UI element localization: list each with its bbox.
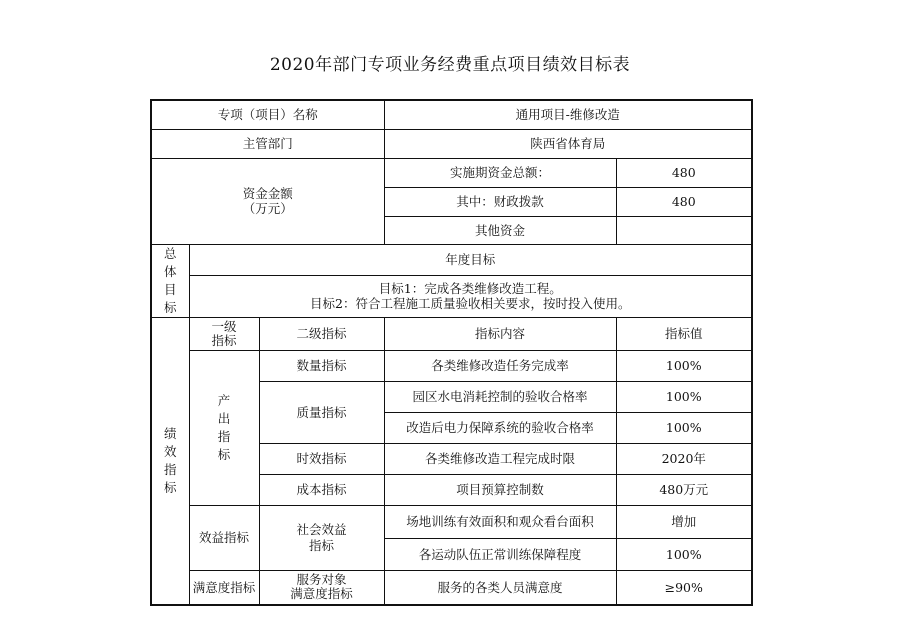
- indicator-content: 改造后电力保障系统的验收合格率: [384, 412, 616, 443]
- output-indicator-label: [189, 350, 259, 505]
- perf-char-4: 标: [163, 479, 177, 495]
- funds-unit-text: （万元）: [242, 201, 293, 216]
- quantity-indicator: 数量指标: [259, 350, 384, 381]
- perf-char-1: 绩: [163, 425, 177, 441]
- perf-char-2: 效: [163, 443, 177, 459]
- service-satisfaction-indicator: 服务对象 满意度指标: [259, 570, 384, 605]
- goal-1: 目标1：完成各类维修改造工程。: [378, 281, 562, 297]
- indicator-content: 场地训练有效面积和观众看台面积: [384, 505, 616, 538]
- overall-goal-side-label: [151, 244, 189, 317]
- funds-other-value: [616, 216, 752, 244]
- header-content: 指标内容: [384, 317, 616, 350]
- overall-char-4: 标: [163, 299, 177, 315]
- department-label: 主管部门: [151, 129, 384, 158]
- overall-char-3: 目: [163, 281, 177, 297]
- funds-fiscal-label: 其中：财政拨款: [384, 187, 616, 216]
- page-title: 2020年部门专项业务经费重点项目绩效目标表: [269, 55, 631, 75]
- header-value: 指标值: [616, 317, 752, 350]
- year-goal-label: 年度目标: [189, 244, 752, 275]
- indicator-value: 480万元: [616, 474, 752, 505]
- perf-char-3: 指: [163, 461, 177, 477]
- indicator-value: 100%: [616, 381, 752, 412]
- indicator-content: 项目预算控制数: [384, 474, 616, 505]
- cost-indicator: 成本指标: [259, 474, 384, 505]
- indicator-content: 园区水电消耗控制的验收合格率: [384, 381, 616, 412]
- satisfaction-indicator-label: 满意度指标: [189, 570, 259, 605]
- indicator-content: 各类维修改造任务完成率: [384, 350, 616, 381]
- indicator-value: 2020年: [616, 443, 752, 474]
- header-level1: 一级 指标: [189, 317, 259, 350]
- timeliness-indicator: 时效指标: [259, 443, 384, 474]
- output-char-3: 指: [217, 428, 231, 444]
- year-goals: [189, 275, 752, 317]
- overall-char-1: 总: [163, 245, 177, 261]
- indicator-content: 各运动队伍正常训练保障程度: [384, 538, 616, 570]
- indicator-content: 各类维修改造工程完成时限: [384, 443, 616, 474]
- header-level2: 二级指标: [259, 317, 384, 350]
- project-name-value: 通用项目-维修改造: [384, 100, 752, 129]
- benefit-indicator-label: 效益指标: [189, 505, 259, 570]
- output-char-2: 出: [217, 410, 231, 426]
- funds-other-label: 其他资金: [384, 216, 616, 244]
- funds-fiscal-value: 480: [616, 187, 752, 216]
- social-benefit-indicator: 社会效益 指标: [259, 505, 384, 570]
- department-value: 陕西省体育局: [384, 129, 752, 158]
- goal-2: 目标2：符合工程施工质量验收相关要求，按时投入使用。: [310, 296, 631, 312]
- project-name-label: 专项（项目）名称: [151, 100, 384, 129]
- funds-total-label: 实施期资金总额：: [384, 158, 616, 187]
- indicator-content: 服务的各类人员满意度: [384, 570, 616, 605]
- indicator-value: 增加: [616, 505, 752, 538]
- funds-label-text: 资金金额: [242, 186, 293, 201]
- indicator-value: ≥90%: [616, 570, 752, 605]
- performance-side-label: [151, 317, 189, 605]
- output-char-4: 标: [217, 446, 231, 462]
- overall-char-2: 体: [163, 263, 177, 279]
- indicator-value: 100%: [616, 350, 752, 381]
- quality-indicator: 质量指标: [259, 381, 384, 443]
- indicator-value: 100%: [616, 412, 752, 443]
- funds-total-value: 480: [616, 158, 752, 187]
- funds-label: [151, 158, 384, 244]
- output-char-1: 产: [217, 392, 231, 408]
- indicator-value: 100%: [616, 538, 752, 570]
- performance-table: [150, 99, 753, 606]
